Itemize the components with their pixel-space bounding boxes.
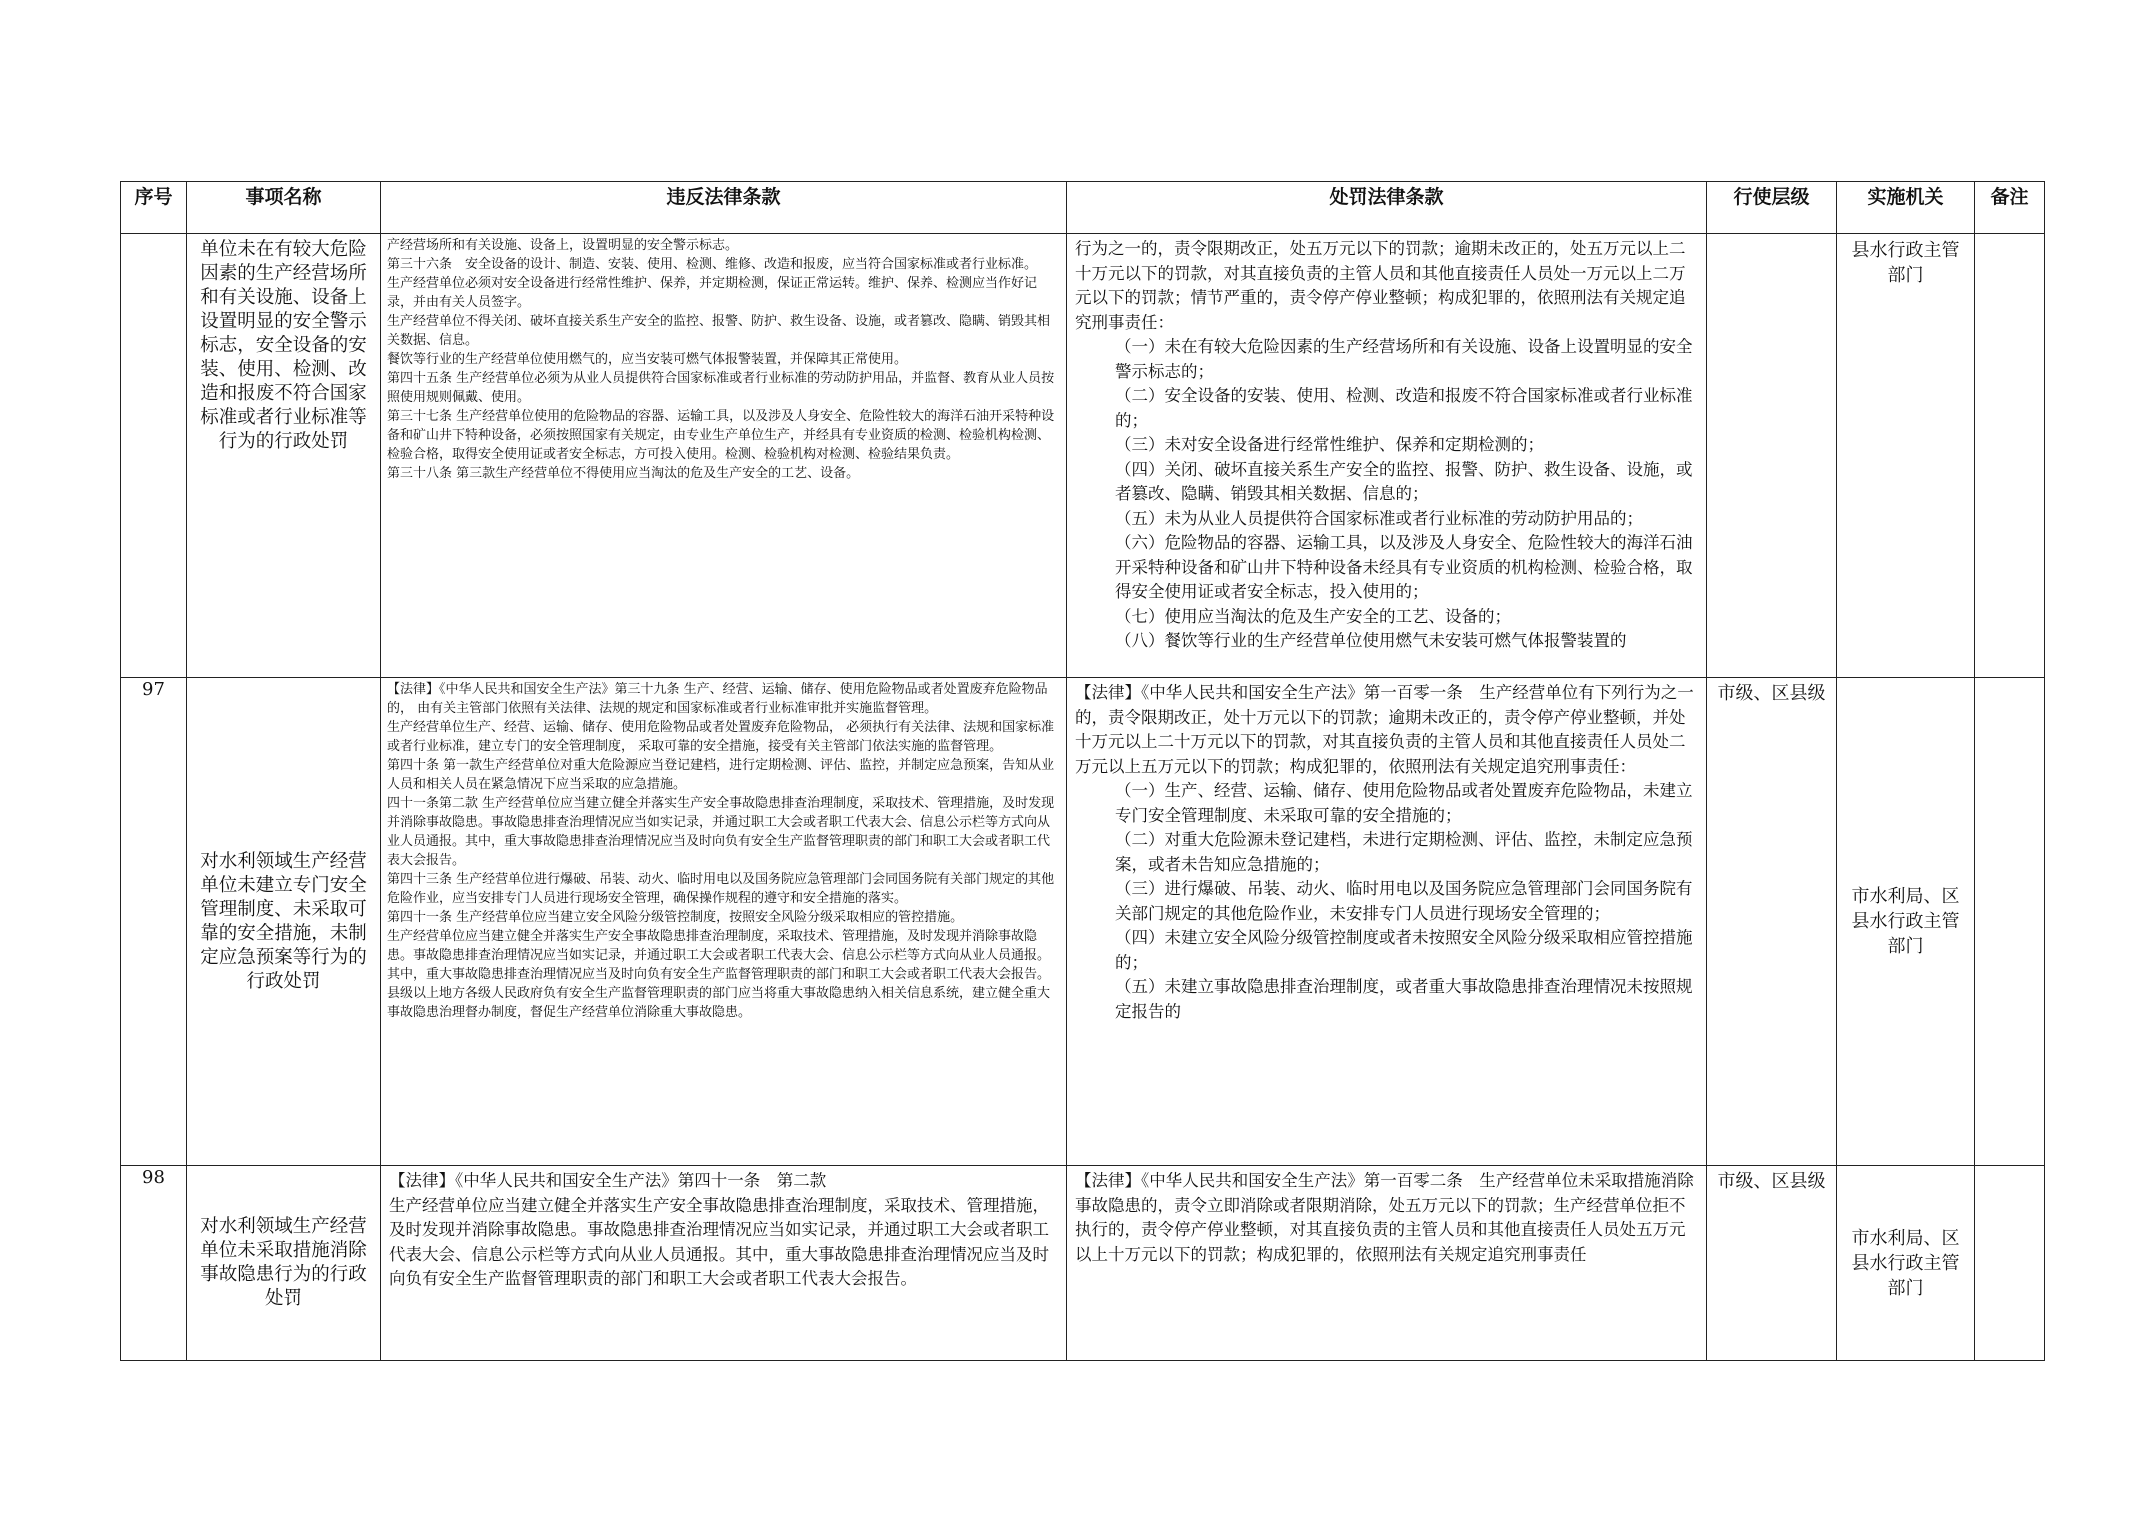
row-item-name: 单位未在有较大危险因素的生产经营场所和有关设施、设备上设置明显的安全警示标志，安全设备的安装、使用、检测、改造和报废不符合国家标准或者行业标准等行为的行政处罚 [187, 234, 381, 678]
row-penalty-clauses [1067, 678, 1707, 1166]
header-penalty: 处罚法律条款 [1067, 182, 1707, 234]
row-penalty-clauses [1067, 1166, 1707, 1361]
regulation-table [120, 181, 2045, 1361]
row-agency: 市水利局、区县水行政主管部门 [1837, 1166, 1975, 1361]
row-penalty-clauses [1067, 234, 1707, 678]
row-level [1707, 234, 1837, 678]
penalty-line: （五）未建立事故隐患排查治理制度，或者重大事故隐患排查治理情况未按照规定报告的 [1115, 977, 1693, 1021]
row-item-name: 对水利领域生产经营单位未采取措施消除事故隐患行为的行政处罚 [187, 1166, 381, 1361]
table-row [121, 1166, 2045, 1361]
penalty-line: （一）未在有较大危险因素的生产经营场所和有关设施、设备上设置明显的安全警示标志的； [1115, 337, 1693, 381]
clause-line: 产经营场所和有关设施、设备上，设置明显的安全警示标志。 [387, 238, 739, 253]
clause-line: 餐饮等行业的生产经营单位使用燃气的，应当安装可燃气体报警装置，并保障其正常使用。 [387, 352, 908, 367]
penalty-line: （四）未建立安全风险分级管控制度或者未按照安全风险分级采取相应管控措施的； [1115, 928, 1693, 972]
clause-line: 【法律】《中华人民共和国安全生产法》第四十一条 第二款 [389, 1171, 827, 1190]
row-remark [1975, 678, 2045, 1166]
row-violation-clauses [381, 234, 1067, 678]
penalty-line: 【法律】《中华人民共和国安全生产法》第一百零二条 生产经营单位未采取措施消除事故隐患的，责令立即消除或者限期消除，处五万元以下的罚款；生产经营单位拒不执行的，责令停产停业整顿，对其直接负责的主管人员和其他直接责任人员处五万元以上十万元以下的罚款；构成犯罪的，依照刑法有关规定追究刑事责任 [1075, 1171, 1694, 1264]
row-remark [1975, 1166, 2045, 1361]
penalty-line: 【法律】《中华人民共和国安全生产法》第一百零一条 生产经营单位有下列行为之一的，责令限期改正，处十万元以下的罚款；逾期未改正的，责令停产停业整顿，并处十万元以上二十万元以下的罚款，对其直接负责的主管人员和其他直接责任人员处二万元以上五万元以下的罚款；构成犯罪的，依照刑法有关规定追究刑事责任： [1075, 683, 1694, 776]
clause-line: 第四十三条 生产经营单位进行爆破、吊装、动火、临时用电以及国务院应急管理部门会同国务院有关部门规定的其他危险作业，应当安排专门人员进行现场安全管理，确保操作规程的遵守和安全措施的落实。 [387, 872, 1055, 906]
penalty-line: （八）餐饮等行业的生产经营单位使用燃气未安装可燃气体报警装置的 [1115, 631, 1627, 650]
clause-line: 生产经营单位必须对安全设备进行经常性维护、保养，并定期检测，保证正常运转。维护、保养、检测应当作好记录，并由有关人员签字。 [387, 276, 1038, 310]
row-level: 市级、区县级 [1707, 678, 1837, 1166]
clause-line: 四十一条第二款 生产经营单位应当建立健全并落实生产安全事故隐患排查治理制度，采取技术、管理措施，及时发现并消除事故隐患。事故隐患排查治理情况应当如实记录，并通过职工大会或者职工代表大会、信息公示栏等方式向从业人员通报。其中，重大事故隐患排查治理情况应当及时向负有安全生产监督管理职责的部门和职工大会或者职工代表大会报告。 [387, 796, 1055, 868]
row-seq [121, 234, 187, 678]
clause-line: 第三十八条 第三款生产经营单位不得使用应当淘汰的危及生产安全的工艺、设备。 [387, 466, 860, 481]
clause-line: 第三十七条 生产经营单位使用的危险物品的容器、运输工具，以及涉及人身安全、危险性较大的海洋石油开采特种设备和矿山井下特种设备，必须按照国家有关规定，由专业生产单位生产，并经具有专业资质的检测、检验机构检测、检验合格，取得安全使用证或者安全标志，方可投入使用。检测、检验机构对检测、检验结果负责。 [387, 409, 1055, 462]
header-level: 行使层级 [1707, 182, 1837, 234]
penalty-line: （二）安全设备的安装、使用、检测、改造和报废不符合国家标准或者行业标准的； [1115, 386, 1693, 430]
clause-line: 县级以上地方各级人民政府负有安全生产监督管理职责的部门应当将重大事故隐患纳入相关信息系统，建立健全重大事故隐患治理督办制度，督促生产经营单位消除重大事故隐患。 [387, 986, 1051, 1020]
clause-line: 生产经营单位不得关闭、破坏直接关系生产安全的监控、报警、防护、救生设备、设施，或者篡改、隐瞒、销毁其相关数据、信息。 [387, 314, 1051, 348]
penalty-line: （三）未对安全设备进行经常性维护、保养和定期检测的； [1115, 435, 1544, 454]
penalty-line: （六）危险物品的容器、运输工具，以及涉及人身安全、危险性较大的海洋石油开采特种设备和矿山井下特种设备未经具有专业资质的机构检测、检验合格，取得安全使用证或者安全标志，投入使用的； [1115, 533, 1693, 601]
row-agency: 市水利局、区县水行政主管部门 [1837, 678, 1975, 1166]
header-agency: 实施机关 [1837, 182, 1975, 234]
clause-line: 【法律】《中华人民共和国安全生产法》第三十九条 生产、经营、运输、储存、使用危险物品或者处置废弃危险物品的， 由有关主管部门依照有关法律、法规的规定和国家标准或者行业标准审批并实施监督管理。 [387, 682, 1048, 716]
row-seq: 98 [121, 1166, 187, 1361]
clause-line: 生产经营单位应当建立健全并落实生产安全事故隐患排查治理制度，采取技术、管理措施，及时发现并消除事故隐患。事故隐患排查治理情况应当如实记录，并通过职工大会或者职工代表大会、信息公示栏等方式向从业人员通报。其中，重大事故隐患排查治理情况应当及时向负有安全生产监督管理职责的部门和职工大会或者职工代表大会报告。 [389, 1195, 1049, 1288]
header-seq: 序号 [121, 182, 187, 234]
table-row [121, 678, 2045, 1166]
clause-line: 第四十条 第一款生产经营单位对重大危险源应当登记建档，进行定期检测、评估、监控，并制定应急预案，告知从业人员和相关人员在紧急情况下应当采取的应急措施。 [387, 758, 1055, 792]
clause-line: 生产经营单位生产、经营、运输、储存、使用危险物品或者处置废弃危险物品， 必须执行有关法律、法规和国家标准或者行业标准，建立专门的安全管理制度， 采取可靠的安全措施，接受有关主管部门依法实施的监督管理。 [387, 720, 1055, 754]
clause-line: 生产经营单位应当建立健全并落实生产安全事故隐患排查治理制度，采取技术、管理措施，及时发现并消除事故隐患。事故隐患排查治理情况应当如实记录，并通过职工大会或者职工代表大会、信息公示栏等方式向从业人员通报。其中，重大事故隐患排查治理情况应当及时向负有安全生产监督管理职责的部门和职工大会或者职工代表大会报告。 [387, 929, 1051, 982]
row-agency: 县水行政主管部门 [1837, 234, 1975, 678]
row-seq: 97 [121, 678, 187, 1166]
table-row [121, 234, 2045, 678]
header-name: 事项名称 [187, 182, 381, 234]
penalty-line: （三）进行爆破、吊装、动火、临时用电以及国务院应急管理部门会同国务院有关部门规定的其他危险作业，未安排专门人员进行现场安全管理的； [1115, 879, 1693, 923]
header-violation: 违反法律条款 [381, 182, 1067, 234]
row-remark [1975, 234, 2045, 678]
row-level: 市级、区县级 [1707, 1166, 1837, 1361]
penalty-line: （二）对重大危险源未登记建档，未进行定期检测、评估、监控，未制定应急预案，或者未告知应急措施的； [1115, 830, 1693, 874]
row-violation-clauses [381, 1166, 1067, 1361]
clause-line: 第四十五条 生产经营单位必须为从业人员提供符合国家标准或者行业标准的劳动防护用品，并监督、教育从业人员按照使用规则佩戴、使用。 [387, 371, 1055, 405]
penalty-line: （一）生产、经营、运输、储存、使用危险物品或者处置废弃危险物品，未建立专门安全管理制度、未采取可靠的安全措施的； [1115, 781, 1693, 825]
row-item-name: 对水利领域生产经营单位未建立专门安全管理制度、未采取可靠的安全措施，未制定应急预案等行为的行政处罚 [187, 678, 381, 1166]
clause-line: 第三十六条 安全设备的设计、制造、安装、使用、检测、维修、改造和报废，应当符合国家标准或者行业标准。 [387, 257, 1038, 272]
row-violation-clauses [381, 678, 1067, 1166]
penalty-line: 行为之一的，责令限期改正，处五万元以下的罚款；逾期未改正的，处五万元以上二十万元以下的罚款，对其直接负责的主管人员和其他直接责任人员处一万元以上二万元以下的罚款；情节严重的，责令停产停业整顿；构成犯罪的，依照刑法有关规定追究刑事责任： [1075, 239, 1686, 332]
header-remark: 备注 [1975, 182, 2045, 234]
header-row [121, 182, 2045, 234]
clause-line: 第四十一条 生产经营单位应当建立安全风险分级管控制度，按照安全风险分级采取相应的管控措施。 [387, 910, 964, 925]
penalty-line: （四）关闭、破坏直接关系生产安全的监控、报警、防护、救生设备、设施，或者篡改、隐瞒、销毁其相关数据、信息的； [1115, 459, 1693, 503]
penalty-line: （五）未为从业人员提供符合国家标准或者行业标准的劳动防护用品的； [1115, 508, 1643, 528]
penalty-line: （七）使用应当淘汰的危及生产安全的工艺、设备的； [1115, 606, 1511, 626]
